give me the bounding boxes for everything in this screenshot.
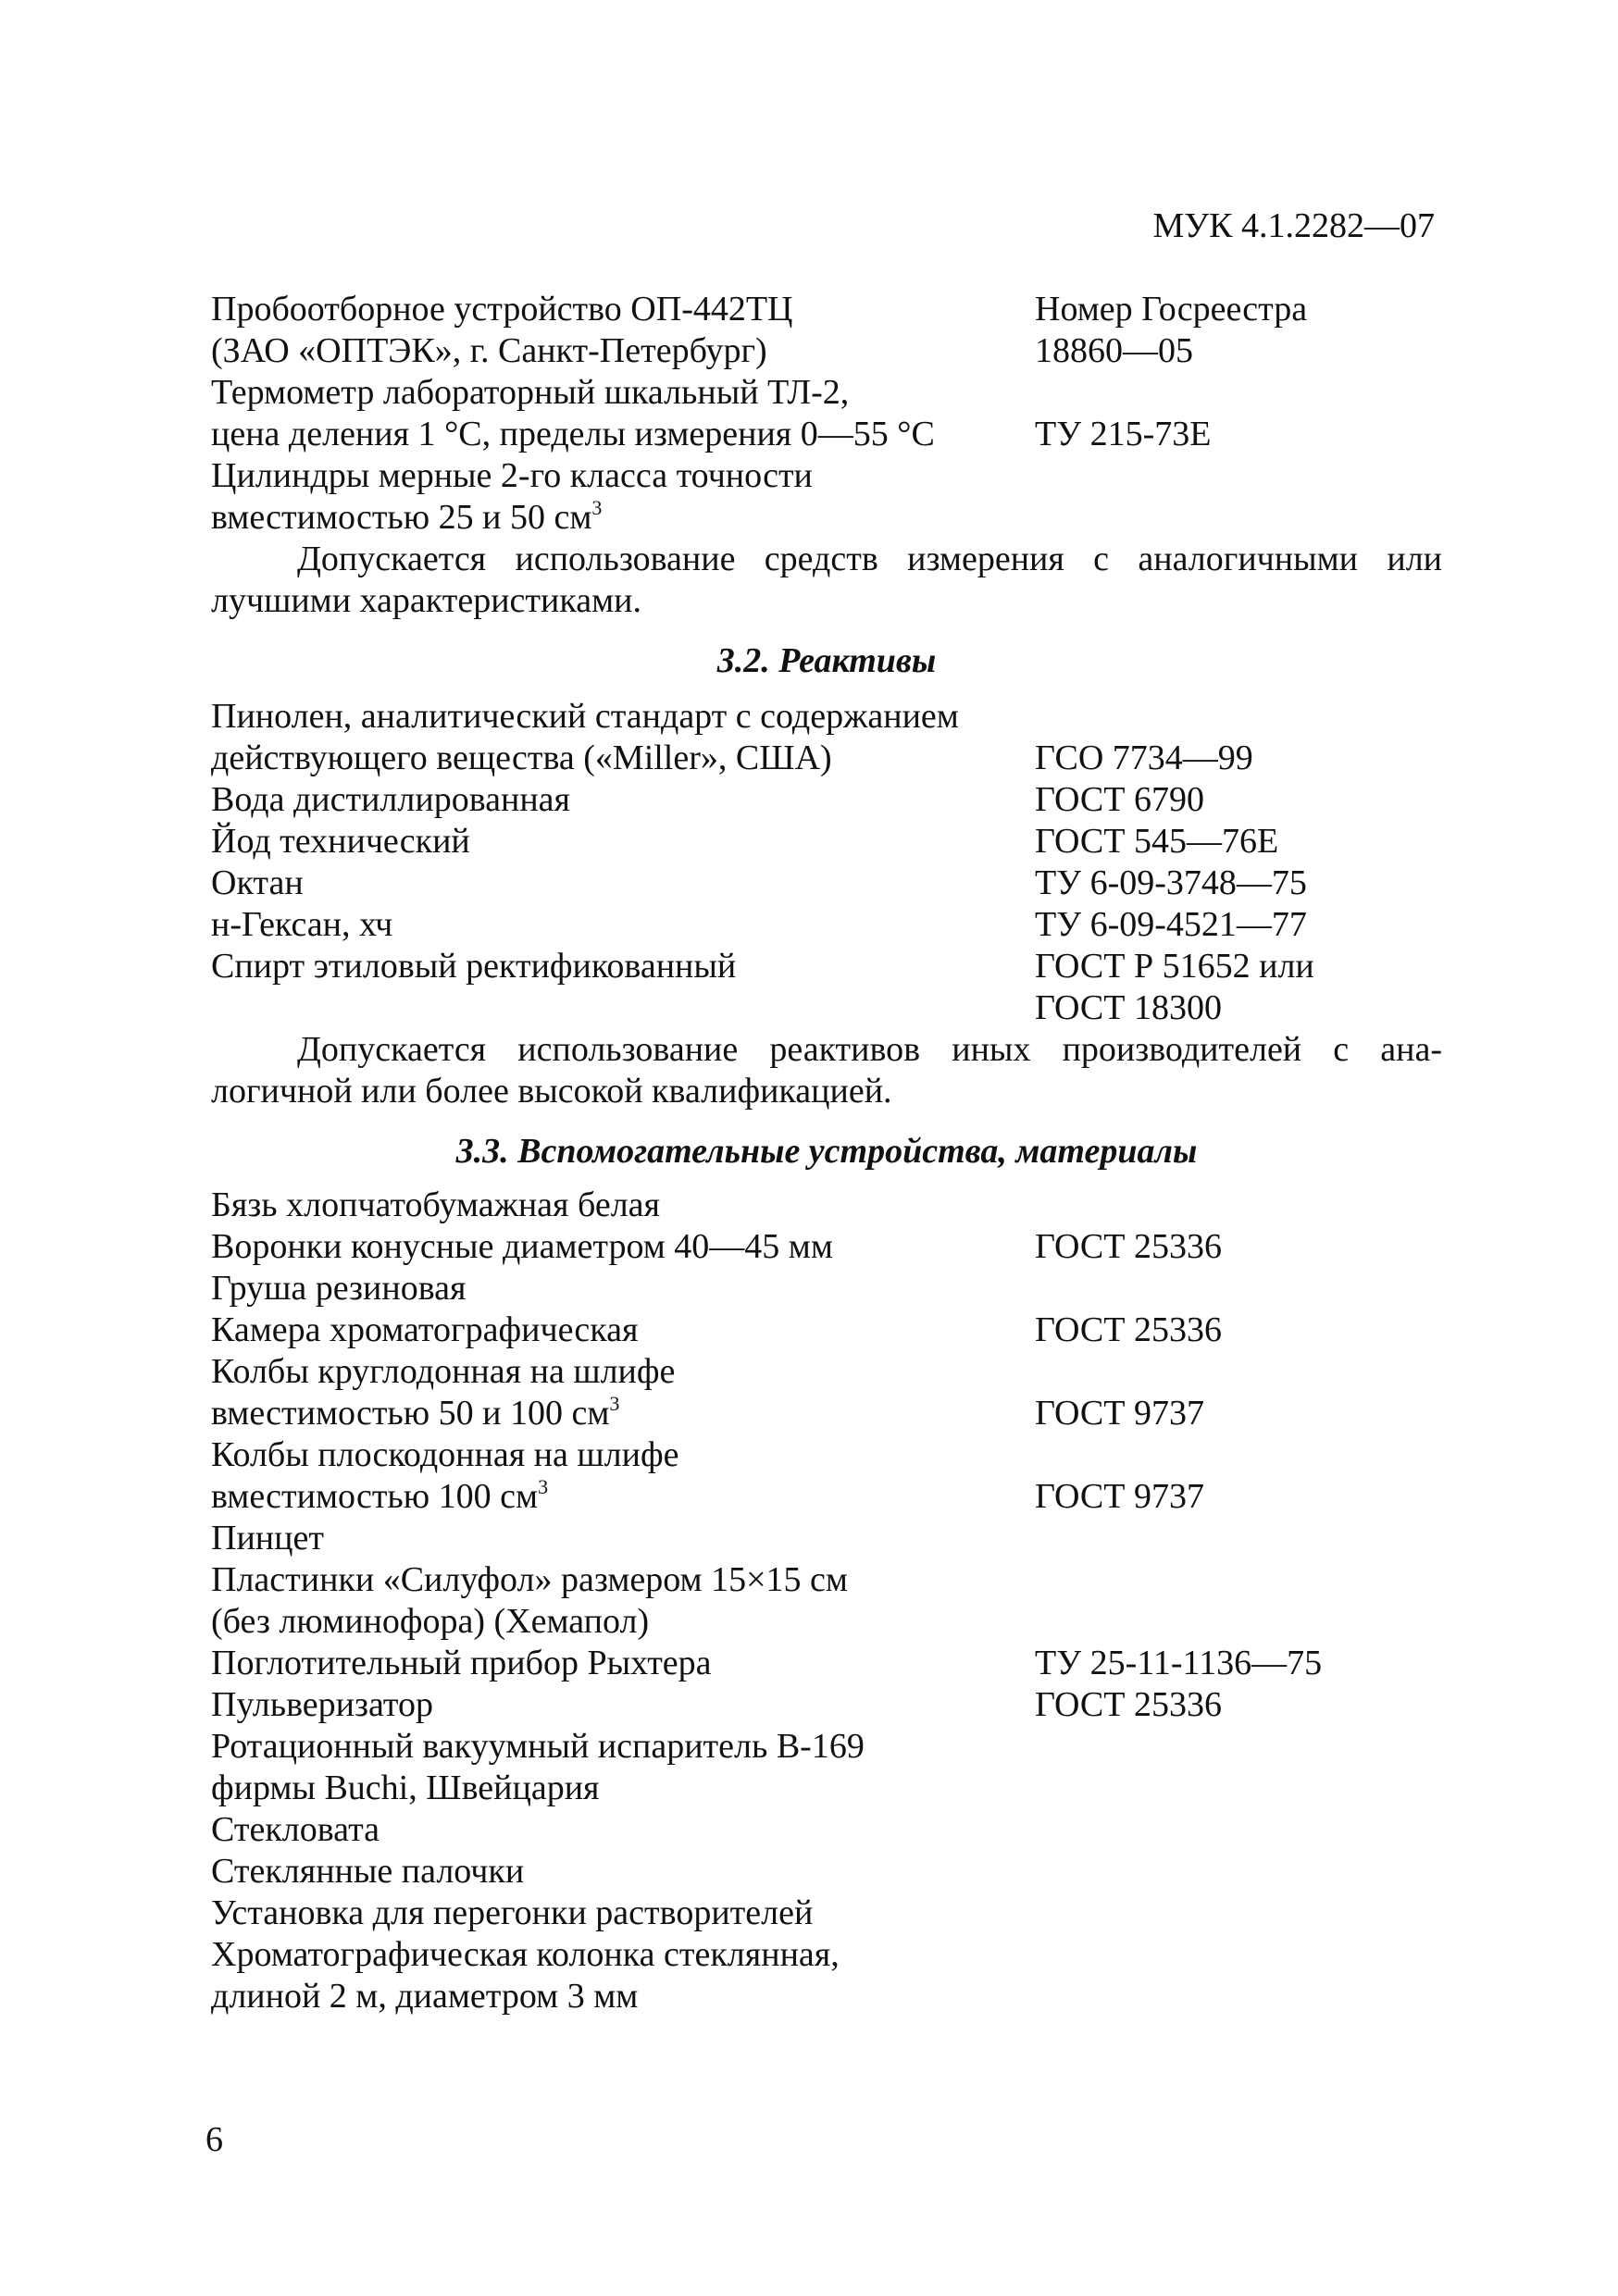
item-standard: Номер Госреестра xyxy=(1035,290,1308,329)
list-item xyxy=(211,1726,1442,1768)
item-name: фирмы Buchi, Швейцария xyxy=(211,1769,600,1807)
item-name xyxy=(211,497,602,539)
list-item xyxy=(211,696,1442,738)
instruments-list xyxy=(211,289,1442,539)
note-line: Допускается использование реактивов иных производителей с ана- xyxy=(297,1030,1442,1069)
list-item xyxy=(211,1434,1442,1476)
item-name xyxy=(211,1393,619,1434)
item-name: Пробоотборное устройство ОП-442ТЦ xyxy=(211,290,793,329)
list-item xyxy=(211,1809,1442,1851)
item-name: Спирт этиловый ректификованный xyxy=(211,947,737,986)
item-name: Пульверизатор xyxy=(211,1685,433,1724)
list-item xyxy=(211,987,1442,1029)
note-line: Допускается использование средств измерения с аналогичными или xyxy=(297,540,1442,578)
item-name: Воронки конусные диаметром 40—45 мм xyxy=(211,1227,833,1266)
page-number: 6 xyxy=(205,2120,223,2159)
list-item xyxy=(211,1476,1442,1518)
item-name-text: вместимостью 50 и 100 см xyxy=(211,1394,610,1433)
item-standard: ТУ 215-73Е xyxy=(1035,415,1212,453)
item-standard: ГСО 7734—99 xyxy=(1035,738,1253,777)
item-name: Ротационный вакуумный испаритель В-169 xyxy=(211,1727,865,1766)
item-name: Груша резиновая xyxy=(211,1269,467,1308)
item-name: Октан xyxy=(211,863,304,902)
list-item xyxy=(211,497,1442,539)
item-name: Вода дистиллированная xyxy=(211,780,571,819)
item-name: Термометр лабораторный шкальный ТЛ-2, xyxy=(211,373,850,412)
instruments-note xyxy=(211,539,1442,622)
list-item xyxy=(211,372,1442,414)
list-item xyxy=(211,738,1442,779)
list-item xyxy=(211,1393,1442,1434)
item-standard: ГОСТ 9737 xyxy=(1035,1394,1204,1433)
list-item xyxy=(211,1601,1442,1643)
item-name: Стеклянные палочки xyxy=(211,1852,525,1891)
section-heading-materials: 3.3. Вспомогательные устройства, материалы xyxy=(455,1132,1198,1171)
item-standard: ГОСТ 9737 xyxy=(1035,1477,1204,1516)
list-item xyxy=(211,1768,1442,1809)
item-standard: ГОСТ 25336 xyxy=(1035,1685,1222,1724)
item-name: Пластинки «Силуфол» размером 15×15 см xyxy=(211,1560,848,1599)
item-name: цена деления 1 °С, пределы измерения 0—55 °С xyxy=(211,415,935,453)
item-name: Йод технический xyxy=(211,822,470,861)
list-item xyxy=(211,1851,1442,1893)
materials-list xyxy=(211,1185,1442,2017)
list-item xyxy=(211,1559,1442,1601)
item-standard: ГОСТ 18300 xyxy=(1035,988,1222,1027)
section-heading-reagents: 3.2. Реактивы xyxy=(716,641,937,680)
note-line: лучшими характеристиками. xyxy=(211,581,641,620)
list-item xyxy=(211,1518,1442,1559)
list-item xyxy=(211,1226,1442,1268)
item-name: Стекловата xyxy=(211,1810,380,1849)
item-name: Цилиндры мерные 2-го класса точности xyxy=(211,456,813,495)
list-item xyxy=(211,904,1442,946)
item-name: (ЗАО «ОПТЭК», г. Санкт-Петербург) xyxy=(211,331,767,370)
list-item xyxy=(211,863,1442,904)
list-item xyxy=(211,1351,1442,1393)
list-item xyxy=(211,1934,1442,1976)
item-name: Пинолен, аналитический стандарт с содержанием xyxy=(211,697,959,736)
list-item xyxy=(211,1185,1442,1226)
list-item xyxy=(211,455,1442,497)
item-standard: ГОСТ 25336 xyxy=(1035,1227,1222,1266)
list-item xyxy=(211,821,1442,863)
item-name: Бязь хлопчатобумажная белая xyxy=(211,1185,661,1224)
item-name: длиной 2 м, диаметром 3 мм xyxy=(211,1977,639,2016)
list-item xyxy=(211,289,1442,330)
reagents-list xyxy=(211,696,1442,1029)
item-name: Установка для перегонки растворителей xyxy=(211,1893,814,1932)
item-name-text: вместимостью 25 и 50 см xyxy=(211,498,592,537)
item-name xyxy=(211,1476,548,1518)
superscript: 3 xyxy=(609,1392,620,1415)
item-standard: ТУ 25-11-1136—75 xyxy=(1035,1644,1323,1682)
item-name: (без люминофора) (Хемапол) xyxy=(211,1602,650,1641)
item-name: н-Гексан, хч xyxy=(211,905,393,944)
item-standard: ГОСТ Р 51652 или xyxy=(1035,947,1314,986)
reagents-note xyxy=(211,1029,1442,1112)
item-name: действующего вещества («Miller», США) xyxy=(211,738,832,777)
superscript: 3 xyxy=(591,496,603,519)
list-item xyxy=(211,414,1442,455)
item-name-text: вместимостью 100 см xyxy=(211,1477,539,1516)
list-item xyxy=(211,1309,1442,1351)
list-item xyxy=(211,946,1442,987)
list-item xyxy=(211,1643,1442,1684)
item-standard: ТУ 6-09-4521—77 xyxy=(1035,905,1307,944)
item-name: Колбы плоскодонная на шлифе xyxy=(211,1435,679,1474)
list-item xyxy=(211,1268,1442,1309)
item-standard: ГОСТ 25336 xyxy=(1035,1310,1222,1349)
item-standard: 18860—05 xyxy=(1035,331,1193,370)
item-standard: ТУ 6-09-3748—75 xyxy=(1035,863,1307,902)
superscript: 3 xyxy=(538,1475,549,1498)
item-name: Поглотительный прибор Рыхтера xyxy=(211,1644,712,1682)
note-line: логичной или более высокой квалификацией. xyxy=(211,1072,892,1111)
item-name: Хроматографическая колонка стеклянная, xyxy=(211,1935,840,1974)
list-item xyxy=(211,1684,1442,1726)
list-item xyxy=(211,330,1442,372)
item-name: Пинцет xyxy=(211,1519,324,1558)
document-code: МУК 4.1.2282—07 xyxy=(1152,206,1435,245)
list-item xyxy=(211,1893,1442,1934)
list-item xyxy=(211,1976,1442,2017)
item-name: Камера хроматографическая xyxy=(211,1310,639,1349)
item-standard: ГОСТ 545—76Е xyxy=(1035,822,1279,861)
item-name: Колбы круглодонная на шлифе xyxy=(211,1352,676,1391)
item-standard: ГОСТ 6790 xyxy=(1035,780,1204,819)
list-item xyxy=(211,779,1442,821)
